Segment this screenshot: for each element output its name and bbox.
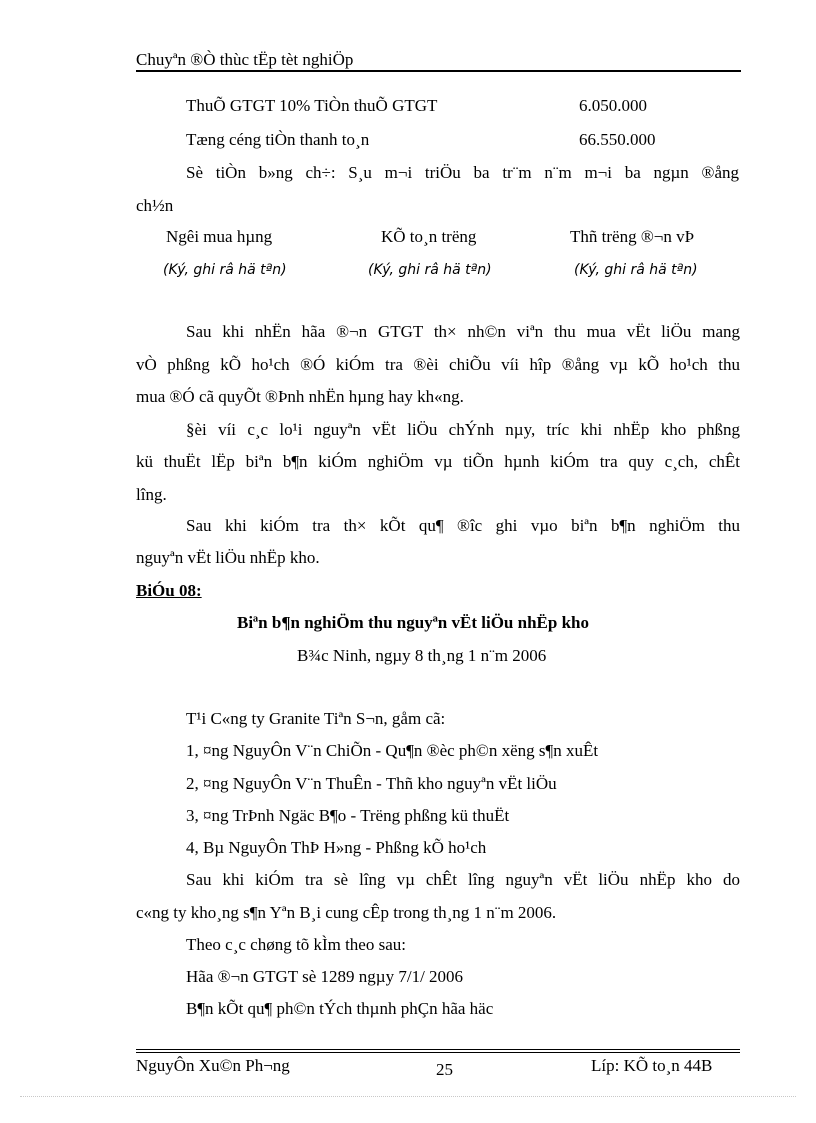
header-divider: [136, 70, 741, 72]
signature-note-head: (Ký, ghi râ hä tªn): [574, 262, 698, 278]
paragraph-2-line-3: lîng.: [136, 485, 167, 504]
total-label: Tæng céng tiÒn thanh to¸n: [186, 130, 370, 149]
paragraph-1-line-3: mua ®Ó cã quyÕt ®Þnh nhËn hµng hay kh«ng.: [136, 387, 464, 406]
committee-member: 2, ¤ng NguyÔn V¨n ThuÊn - Thñ kho nguyªn vËt liÖu: [186, 774, 557, 793]
page-boundary-line: [20, 1096, 796, 1097]
footer-class: Líp: KÕ to¸n 44B: [591, 1056, 713, 1075]
total-value: 66.550.000: [579, 130, 656, 149]
footer-divider-top: [136, 1049, 740, 1050]
section-title: Biªn b¶n nghiÖm thu nguyªn vËt liÖu nhËp kho: [237, 613, 589, 632]
paragraph-3-line-2: nguyªn vËt liÖu nhËp kho.: [136, 548, 320, 567]
paragraph-2-line-1: §èi víi c¸c lo¹i nguyªn vËt liÖu chÝnh nµy, tríc khi nhËp kho phßng: [186, 420, 740, 439]
page-header: Chuyªn ®Ò thùc tËp tèt nghiÖp: [136, 50, 354, 69]
footer-author: NguyÔn Xu©n Ph¬ng: [136, 1056, 290, 1075]
committee-member: 1, ¤ng NguyÔn V¨n ChiÕn - Qu¶n ®èc ph©n xëng s¶n xuÊt: [186, 741, 599, 760]
signature-role-buyer: Ngêi mua hµng: [166, 227, 273, 246]
signature-role-accountant: KÕ to¸n trëng: [381, 227, 477, 246]
section-label: BiÓu 08:: [136, 581, 202, 600]
inspection-line-2: c«ng ty kho¸ng s¶n Yªn B¸i cung cÊp trong th¸ng 1 n¨m 2006.: [136, 903, 557, 922]
inspection-line-1: Sau khi kiÓm tra sè lîng vµ chÊt lîng nguyªn vËt liÖu nhËp kho do: [186, 870, 740, 889]
section-date: B¾c Ninh, ngµy 8 th¸ng 1 n¨m 2006: [297, 646, 547, 665]
page-number: 25: [436, 1060, 453, 1079]
signature-note-accountant: (Ký, ghi râ hä tªn): [368, 262, 492, 278]
signature-note-buyer: (Ký, ghi râ hä tªn): [163, 262, 287, 278]
paragraph-3-line-1: Sau khi kiÓm tra th× kÕt qu¶ ®îc ghi vµo biªn b¶n nghiÖm thu: [186, 516, 740, 535]
vat-label: ThuÕ GTGT 10% TiÒn thuÕ GTGT: [186, 96, 438, 115]
footer-divider-bottom: [136, 1052, 740, 1053]
committee-member: 3, ¤ng TrÞnh Ngäc B¶o - Trëng phßng kü thuËt: [186, 806, 510, 825]
paragraph-1-line-1: Sau khi nhËn hãa ®¬n GTGT th× nh©n viªn thu mua vËt liÖu mang: [186, 322, 740, 341]
paragraph-2-line-2: kü thuËt lËp biªn b¶n kiÓm nghiÖm vµ tiÕn hµnh kiÓm tra quy c¸ch, chÊt: [136, 452, 740, 471]
vat-value: 6.050.000: [579, 96, 647, 115]
amount-in-words-line-2: ch½n: [136, 196, 174, 215]
amount-in-words-line-1: Sè tiÒn b»ng ch÷: S¸u m¬i triÖu ba tr¨m n¨m m¬i ba ngµn ®ång: [186, 163, 739, 182]
signature-role-head: Thñ trëng ®¬n vÞ: [570, 227, 695, 246]
document-item-analysis: B¶n kÕt qu¶ ph©n tÝch thµnh phÇn hãa häc: [186, 999, 494, 1018]
committee-member: 4, Bµ NguyÔn ThÞ H»ng - Phßng kÕ ho¹ch: [186, 838, 487, 857]
document-item-invoice: Hãa ®¬n GTGT sè 1289 ngµy 7/1/ 2006: [186, 967, 464, 986]
documents-intro: Theo c¸c chøng tõ kÌm theo sau:: [186, 935, 406, 954]
paragraph-1-line-2: vÒ phßng kÕ ho¹ch ®Ó kiÓm tra ®èi chiÕu víi hîp ®ång vµ kÕ ho¹ch thu: [136, 355, 740, 374]
committee-intro: T¹i C«ng ty Granite Tiªn S¬n, gåm cã:: [186, 709, 446, 728]
